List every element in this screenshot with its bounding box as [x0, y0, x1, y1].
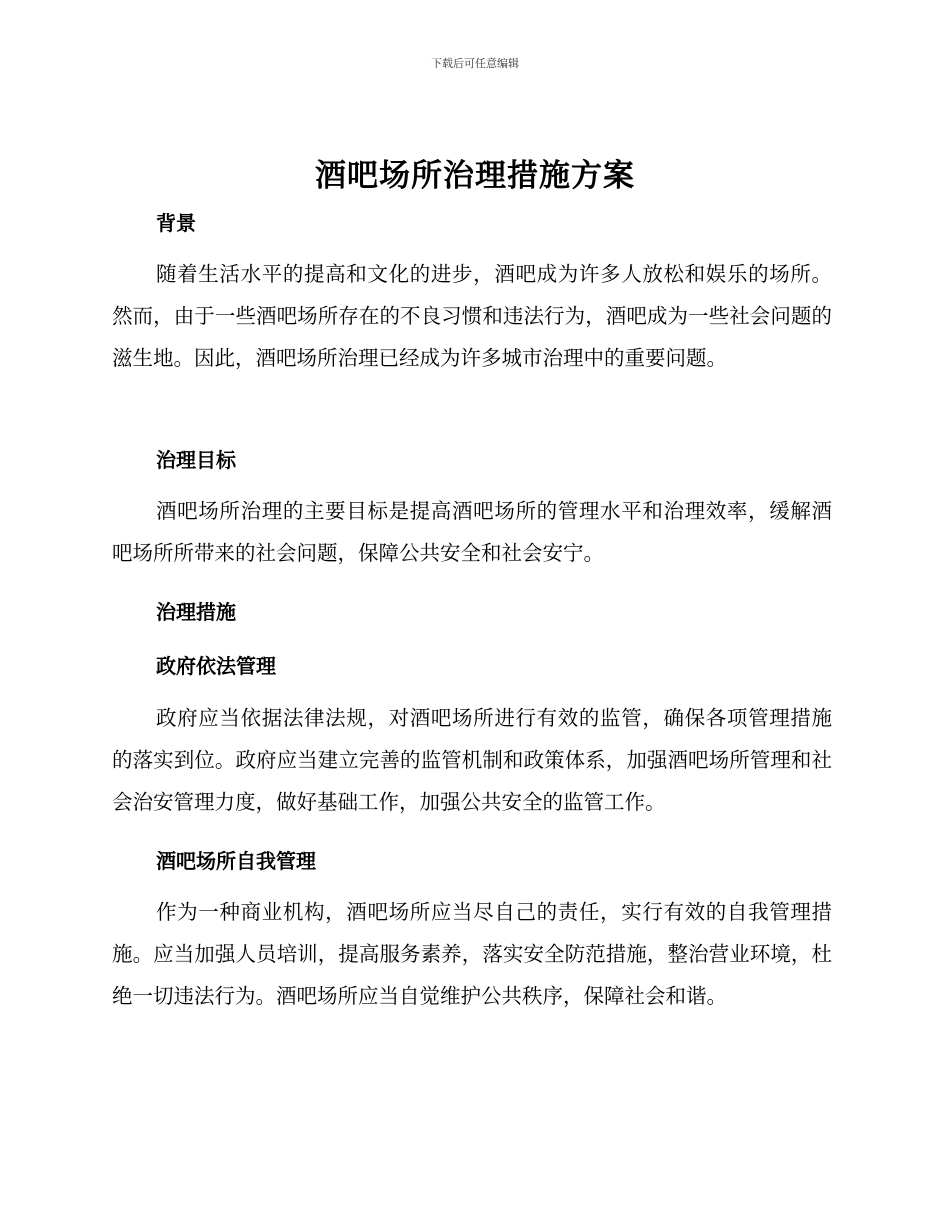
- section-paragraph-goals: 酒吧场所治理的主要目标是提高酒吧场所的管理水平和治理效率，缓解酒吧场所所带来的社会问题，保障公共安全和社会安宁。: [112, 499, 832, 565]
- header-note: 下载后可任意编辑: [431, 57, 519, 70]
- section-paragraph-self-management: 作为一种商业机构，酒吧场所应当尽自己的责任，实行有效的自我管理措施。应当加强人员培训，提高服务素养，落实安全防范措施，整治营业环境，杜绝一切违法行为。酒吧场所应当自觉维护公共秩序，保障社会和谐。: [112, 900, 832, 1008]
- section-heading-background: 背景: [156, 211, 196, 235]
- section-heading-goals: 治理目标: [156, 448, 236, 472]
- section-heading-measures: 治理措施: [156, 600, 236, 624]
- section-paragraph-background: 随着生活水平的提高和文化的进步，酒吧成为许多人放松和娱乐的场所。然而，由于一些酒吧场所存在的不良习惯和违法行为，酒吧成为一些社会问题的滋生地。因此，酒吧场所治理已经成为许多城市治理中的重要问题。: [112, 262, 832, 370]
- page-title: 酒吧场所治理措施方案: [315, 158, 635, 194]
- section-heading-government: 政府依法管理: [156, 654, 276, 678]
- section-heading-self-management: 酒吧场所自我管理: [156, 849, 316, 873]
- section-paragraph-government: 政府应当依据法律法规，对酒吧场所进行有效的监管，确保各项管理措施的落实到位。政府应当建立完善的监管机制和政策体系，加强酒吧场所管理和社会治安管理力度，做好基础工作，加强公共安全的监管工作。: [112, 706, 832, 814]
